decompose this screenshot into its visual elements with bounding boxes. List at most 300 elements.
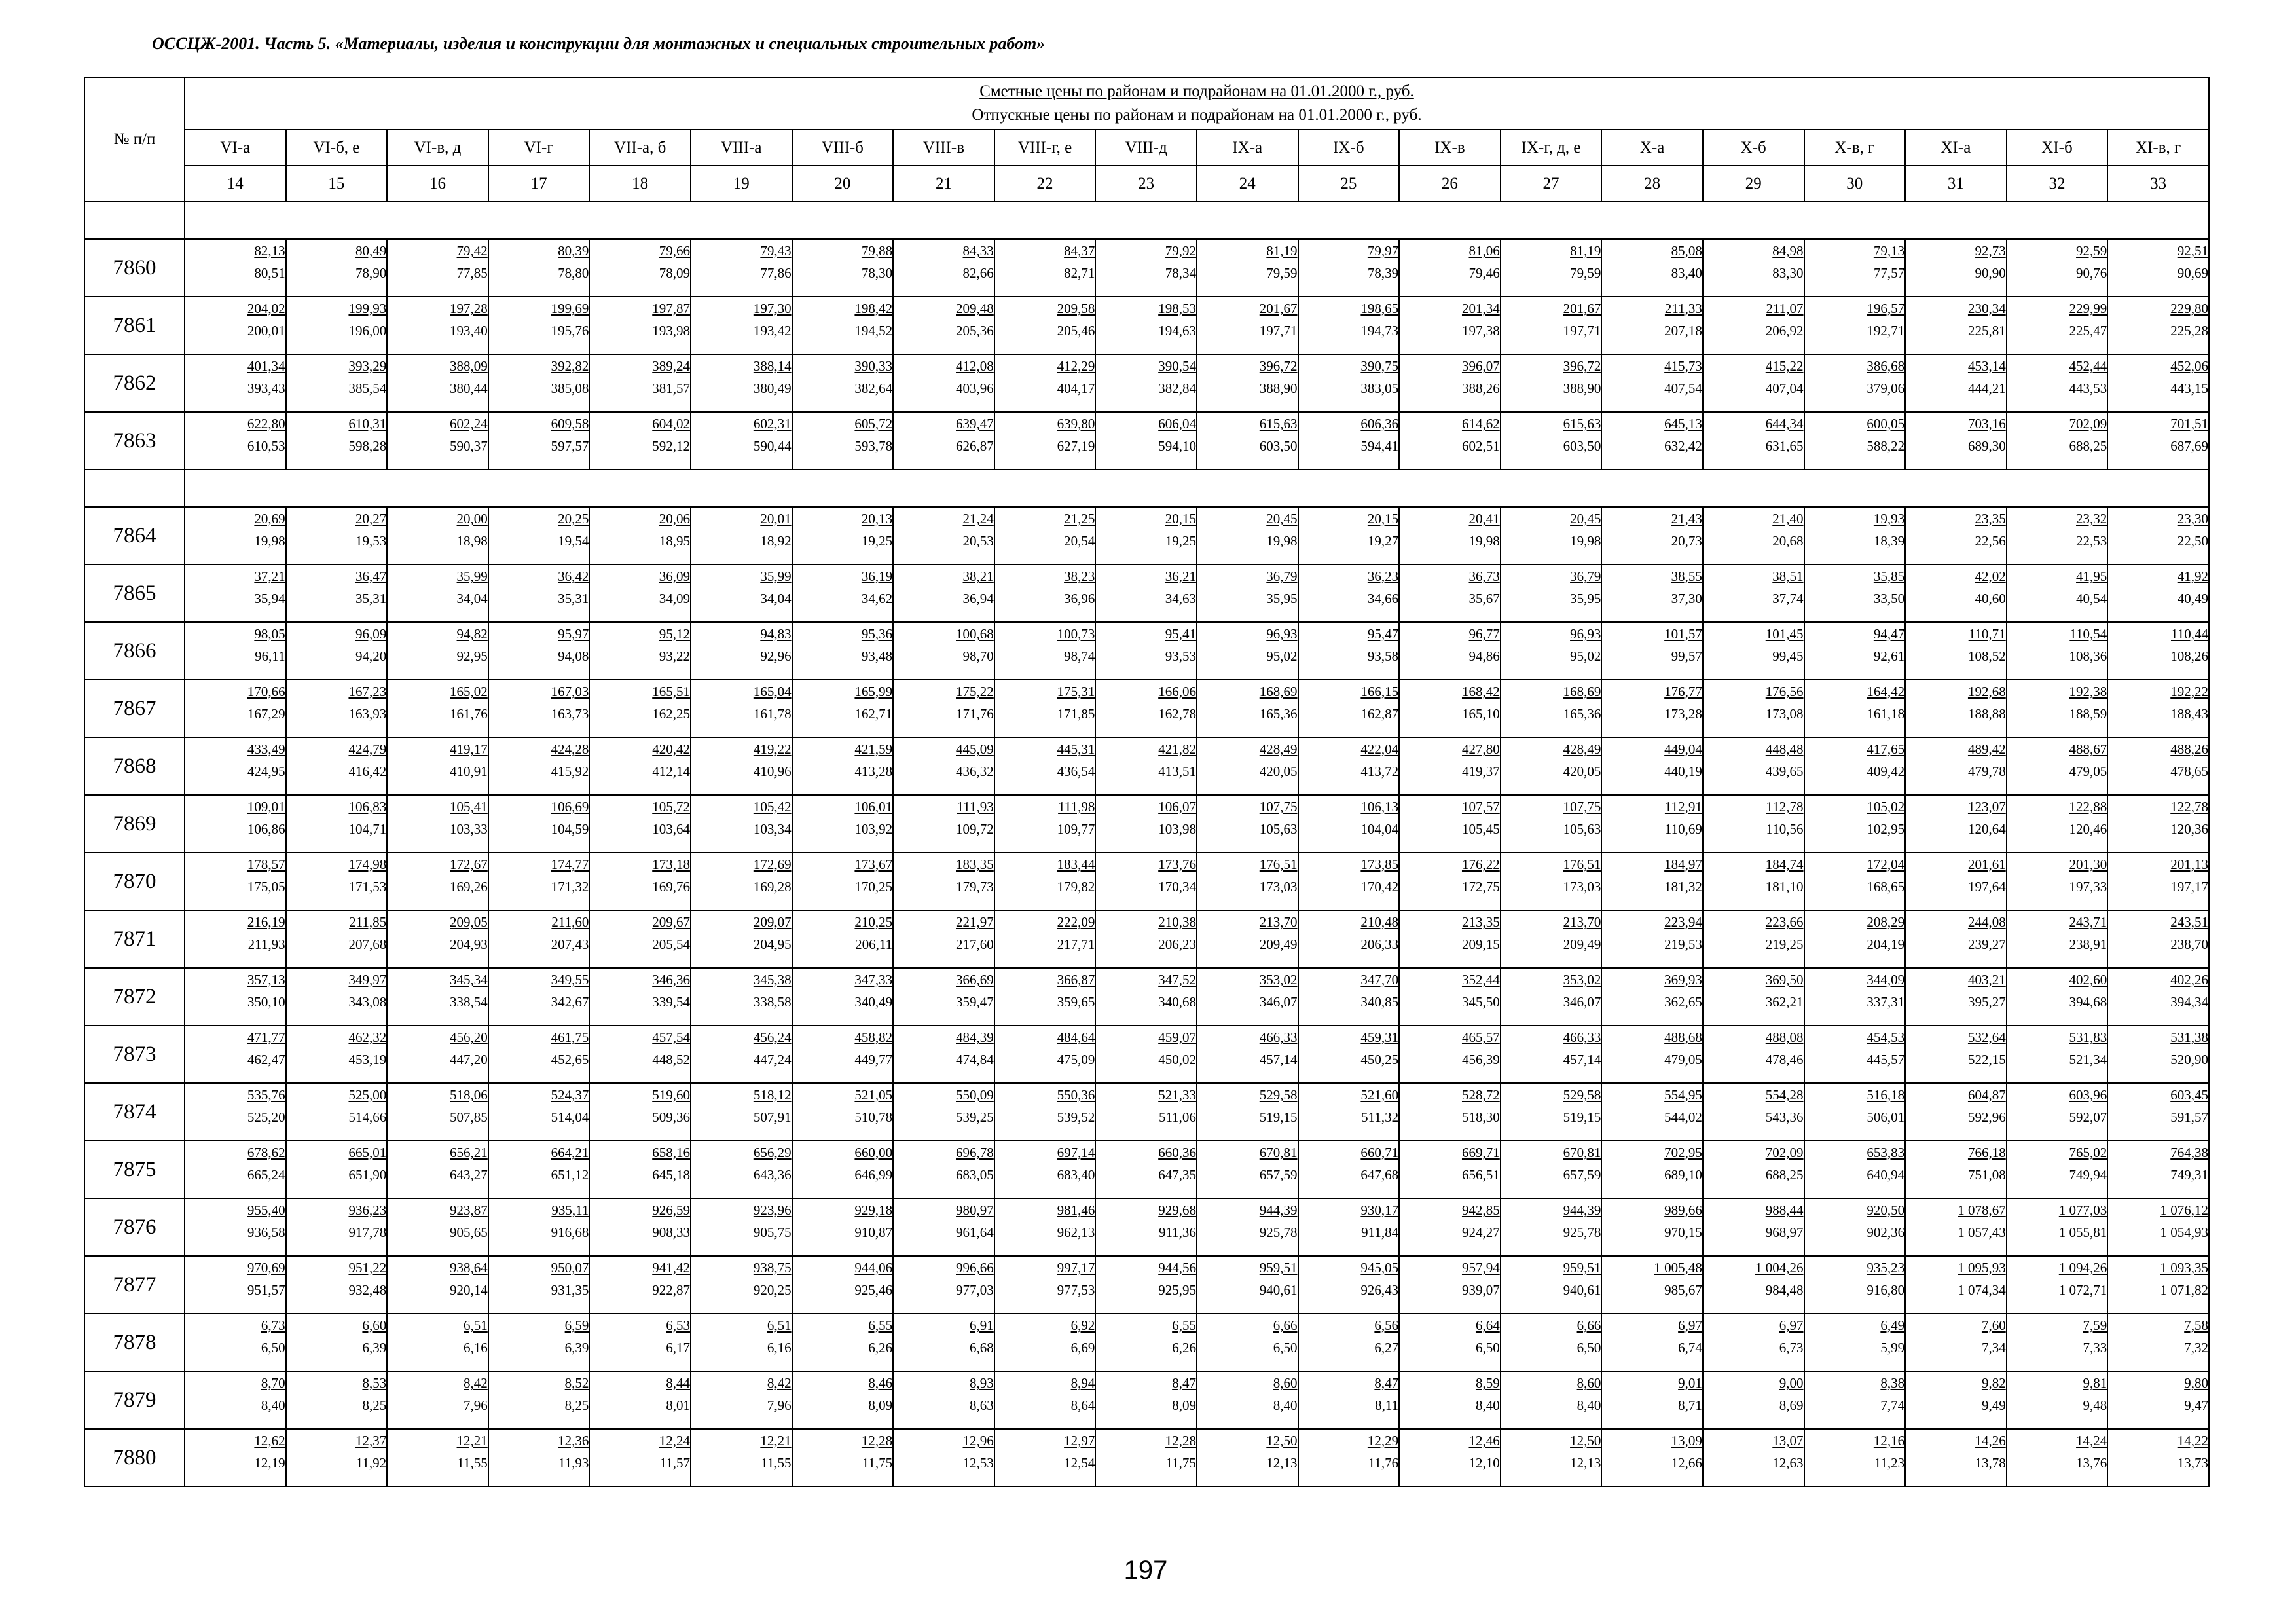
estimated-price: 38,21 [962,568,994,584]
release-price: 79,59 [1266,265,1298,281]
price-cell [893,1256,994,1314]
estimated-price: 344,09 [1867,972,1905,987]
price-cell [1095,564,1197,622]
estimated-price: 346,36 [652,972,690,987]
price-cell [488,239,590,297]
price-cell [2107,354,2209,412]
estimated-price: 201,67 [1259,301,1298,316]
release-price: 388,90 [1563,380,1601,396]
estimated-price: 192,22 [2170,684,2208,699]
release-price: 457,14 [1259,1052,1298,1067]
release-price: 657,59 [1563,1167,1601,1183]
price-cell [185,1314,286,1371]
estimated-price: 550,36 [1057,1087,1095,1103]
price-cell [792,564,894,622]
release-price: 197,38 [1461,323,1500,339]
release-price: 13,78 [1975,1455,2006,1471]
price-cell [1399,1429,1501,1486]
release-price: 167,29 [247,706,285,722]
estimated-price: 106,69 [551,799,589,815]
price-cell [1703,297,1804,354]
estimated-price: 210,38 [1158,914,1196,930]
estimated-price: 170,66 [247,684,285,699]
release-price: 173,08 [1765,706,1804,722]
release-price: 77,57 [1873,265,1905,281]
price-cell [1804,507,1906,564]
release-price: 1 054,93 [2160,1225,2208,1240]
release-price: 413,72 [1360,764,1399,779]
release-price: 179,73 [956,879,994,895]
estimated-price: 445,09 [956,741,994,757]
estimated-price: 8,94 [1070,1375,1095,1391]
price-cell [1905,910,2007,968]
release-price: 444,21 [1967,380,2006,396]
price-cell [2107,1314,2209,1371]
price-cell [589,1025,691,1083]
estimated-price: 21,25 [1064,511,1095,526]
release-price: 188,59 [2069,706,2107,722]
estimated-price: 462,32 [348,1029,387,1045]
estimated-price: 79,13 [1873,243,1905,259]
release-price: 519,15 [1563,1109,1601,1125]
release-price: 592,12 [652,438,690,454]
estimated-price: 396,72 [1259,358,1298,374]
price-cell [2007,1025,2108,1083]
price-cell [286,1198,388,1256]
estimated-price: 935,11 [551,1202,589,1218]
estimated-price: 664,21 [551,1145,589,1160]
release-price: 457,14 [1563,1052,1601,1067]
price-cell [387,564,488,622]
release-price: 200,01 [247,323,285,339]
price-cell [1095,1198,1197,1256]
price-cell [792,1198,894,1256]
estimated-price: 518,12 [753,1087,792,1103]
region-code-header: X-в, г [1804,130,1906,166]
price-cell [1703,968,1804,1025]
price-cell [1197,1256,1298,1314]
estimated-price: 6,55 [1172,1318,1196,1333]
release-price: 20,54 [1064,533,1095,549]
price-cell [2007,910,2108,968]
column-number: 22 [994,166,1096,202]
price-cell [589,239,691,297]
price-cell [1905,507,2007,564]
release-price: 910,87 [854,1225,893,1240]
release-price: 37,30 [1671,591,1702,606]
price-cell [792,737,894,795]
release-price: 592,07 [2069,1109,2107,1125]
price-cell [1095,910,1197,968]
price-cell [792,1429,894,1486]
table-row [84,737,2209,795]
price-cell [1399,1083,1501,1141]
price-cell [893,1025,994,1083]
estimated-price: 38,23 [1064,568,1095,584]
price-cell [286,1314,388,1371]
estimated-price: 213,35 [1461,914,1500,930]
price-cell [893,622,994,680]
column-number: 28 [1601,166,1703,202]
price-cell [691,239,792,297]
price-cell [387,680,488,737]
item-number: 7875 [84,1141,185,1198]
release-price: 8,11 [1375,1397,1399,1413]
price-cell [286,1429,388,1486]
release-price: 194,63 [1158,323,1196,339]
price-cell [1804,297,1906,354]
release-price: 225,81 [1967,323,2006,339]
release-price: 188,88 [1967,706,2006,722]
estimated-price: 352,44 [1461,972,1500,987]
release-price: 80,51 [254,265,285,281]
estimated-price: 123,07 [1967,799,2006,815]
release-price: 195,76 [551,323,589,339]
estimated-price: 243,51 [2170,914,2208,930]
item-number: 7869 [84,795,185,853]
release-price: 103,34 [753,821,792,837]
price-cell [1601,1025,1703,1083]
region-code-header: VIII-д [1095,130,1197,166]
price-cell [387,412,488,470]
release-price: 6,16 [767,1340,792,1356]
estimated-price: 488,26 [2170,741,2208,757]
region-code-header: VIII-а [691,130,792,166]
estimated-price: 452,06 [2170,358,2208,374]
release-price: 518,30 [1461,1109,1500,1125]
estimated-price: 35,85 [1873,568,1905,584]
price-cell [1197,737,1298,795]
price-cell [589,297,691,354]
release-price: 8,09 [868,1397,893,1413]
price-cell [1298,1256,1400,1314]
price-cell [1197,354,1298,412]
table-row [84,412,2209,470]
release-price: 436,32 [956,764,994,779]
estimated-price: 229,99 [2069,301,2107,316]
estimated-price: 213,70 [1563,914,1601,930]
estimated-price: 12,36 [558,1433,589,1449]
estimated-price: 211,33 [1664,301,1702,316]
estimated-price: 988,44 [1765,1202,1804,1218]
release-price: 12,66 [1671,1455,1702,1471]
price-cell [893,564,994,622]
estimated-price: 6,55 [868,1318,893,1333]
release-price: 78,39 [1367,265,1399,281]
release-price: 18,95 [659,533,690,549]
price-cell [387,1256,488,1314]
release-price: 197,17 [2170,879,2208,895]
price-cell [488,910,590,968]
estimated-price: 176,22 [1461,857,1500,872]
price-cell [792,507,894,564]
release-price: 209,49 [1259,936,1298,952]
estimated-price: 79,66 [659,243,690,259]
price-cell [2007,1314,2108,1371]
release-price: 462,47 [247,1052,285,1067]
estimated-price: 92,59 [2076,243,2107,259]
price-cell [589,1371,691,1429]
estimated-price: 14,22 [2177,1433,2208,1449]
estimated-price: 349,97 [348,972,387,987]
release-price: 544,02 [1664,1109,1702,1125]
price-cell [1501,1025,1602,1083]
release-price: 94,86 [1468,648,1500,664]
estimated-price: 417,65 [1867,741,1905,757]
estimated-price: 484,64 [1057,1029,1095,1045]
estimated-price: 199,93 [348,301,387,316]
release-price: 90,90 [1975,265,2006,281]
price-cell [2007,968,2108,1025]
price-cell [1703,795,1804,853]
price-cell [1804,737,1906,795]
release-price: 404,17 [1057,380,1095,396]
estimated-price: 660,71 [1360,1145,1399,1160]
estimated-price: 8,59 [1475,1375,1500,1391]
price-cell [1905,622,2007,680]
estimated-price: 6,53 [666,1318,690,1333]
release-price: 36,96 [1064,591,1095,606]
release-price: 383,05 [1360,380,1399,396]
column-number: 23 [1095,166,1197,202]
estimated-price: 105,41 [450,799,488,815]
estimated-price: 198,65 [1360,301,1399,316]
price-cell [387,1429,488,1486]
release-price: 120,36 [2170,821,2208,837]
estimated-price: 38,51 [1772,568,1804,584]
release-price: 8,71 [1678,1397,1702,1413]
release-price: 413,51 [1158,764,1196,779]
release-price: 925,78 [1259,1225,1298,1240]
estimated-price: 213,70 [1259,914,1298,930]
price-cell [2007,1429,2108,1486]
release-price: 173,03 [1563,879,1601,895]
price-cell [1905,737,2007,795]
column-number: 25 [1298,166,1400,202]
release-price: 181,10 [1765,879,1804,895]
estimated-price: 36,19 [861,568,893,584]
price-cell [1703,1314,1804,1371]
release-price: 99,45 [1772,648,1804,664]
estimated-price: 80,49 [355,243,387,259]
price-cell [1095,795,1197,853]
estimated-price: 105,02 [1867,799,1905,815]
price-cell [1095,1083,1197,1141]
price-cell [1804,1314,1906,1371]
price-cell [1399,1314,1501,1371]
release-price: 11,55 [761,1455,792,1471]
release-price: 98,70 [962,648,994,664]
release-price: 603,50 [1259,438,1298,454]
price-cell [994,564,1096,622]
release-price: 105,45 [1461,821,1500,837]
release-price: 12,54 [1064,1455,1095,1471]
release-price: 22,50 [2177,533,2208,549]
price-cell [792,1141,894,1198]
price-cell [1501,680,1602,737]
separator-cell [185,202,2209,239]
price-cell [1501,1429,1602,1486]
estimated-price: 96,77 [1468,626,1500,642]
release-price: 602,51 [1461,438,1500,454]
release-price: 40,60 [1975,591,2006,606]
release-price: 12,63 [1772,1455,1804,1471]
estimated-price: 471,77 [247,1029,285,1045]
release-price: 196,00 [348,323,387,339]
item-number: 7865 [84,564,185,622]
price-cell [1095,622,1197,680]
price-cell [1501,1141,1602,1198]
release-price: 632,42 [1664,438,1702,454]
estimated-price: 42,02 [1975,568,2006,584]
region-code-header: IX-б [1298,130,1400,166]
estimated-price: 393,29 [348,358,387,374]
release-price: 19,25 [861,533,893,549]
column-number: 19 [691,166,792,202]
price-cell [1197,1141,1298,1198]
estimated-price: 970,69 [247,1260,285,1276]
release-price: 98,74 [1064,648,1095,664]
release-price: 916,80 [1867,1282,1905,1298]
release-price: 920,14 [450,1282,488,1298]
release-price: 204,93 [450,936,488,952]
price-cell [893,910,994,968]
price-cell [994,297,1096,354]
release-price: 105,63 [1563,821,1601,837]
price-cell [185,1198,286,1256]
price-cell [1095,680,1197,737]
release-price: 205,54 [652,936,690,952]
release-price: 36,94 [962,591,994,606]
release-price: 385,08 [551,380,589,396]
release-price: 18,98 [456,533,488,549]
release-price: 34,04 [456,591,488,606]
price-cell [1298,622,1400,680]
price-cell [1298,1025,1400,1083]
release-price: 104,71 [348,821,387,837]
release-price: 511,06 [1158,1109,1196,1125]
table-row [84,1141,2209,1198]
release-price: 165,10 [1461,706,1500,722]
estimated-price: 658,16 [652,1145,690,1160]
estimated-price: 996,66 [956,1260,994,1276]
release-price: 337,31 [1867,994,1905,1010]
price-cell [1601,1256,1703,1314]
price-cell [1601,1371,1703,1429]
price-cell [1298,737,1400,795]
estimated-price: 554,28 [1765,1087,1804,1103]
estimated-price: 79,42 [456,243,488,259]
document-header: ОССЦЖ-2001. Часть 5. «Материалы, изделия и конструкции для монтажных и специальных строительных работ» [152,34,1046,53]
release-price: 172,75 [1461,879,1500,895]
price-cell [2007,737,2108,795]
release-price: 689,30 [1967,438,2006,454]
price-cell [488,354,590,412]
release-price: 22,53 [2076,533,2107,549]
region-code-header: XI-а [1905,130,2007,166]
release-price: 79,46 [1468,265,1500,281]
release-price: 99,57 [1671,648,1702,664]
estimated-price: 419,17 [450,741,488,757]
price-cell [1197,1314,1298,1371]
release-price: 6,50 [1273,1340,1298,1356]
item-number: 7871 [84,910,185,968]
price-cell [1804,968,1906,1025]
release-price: 181,32 [1664,879,1702,895]
release-price: 359,47 [956,994,994,1010]
estimated-price: 465,57 [1461,1029,1500,1045]
estimated-price: 172,69 [753,857,792,872]
estimated-price: 176,51 [1259,857,1298,872]
estimated-price: 23,30 [2177,511,2208,526]
release-price: 340,68 [1158,994,1196,1010]
price-cell [1298,1083,1400,1141]
release-price: 382,64 [854,380,893,396]
estimated-price: 84,98 [1772,243,1804,259]
price-cell [1298,564,1400,622]
release-price: 120,64 [1967,821,2006,837]
estimated-price: 36,21 [1165,568,1196,584]
release-price: 939,07 [1461,1282,1500,1298]
release-price: 388,90 [1259,380,1298,396]
price-cell [589,680,691,737]
price-cell [2107,1429,2209,1486]
release-price: 108,52 [1967,648,2006,664]
estimated-price: 35,99 [456,568,488,584]
price-cell [1804,412,1906,470]
price-cell [2007,795,2108,853]
release-price: 19,98 [1468,533,1500,549]
release-price: 170,42 [1360,879,1399,895]
estimated-price: 454,53 [1867,1029,1905,1045]
release-price: 206,33 [1360,936,1399,952]
price-cell [387,622,488,680]
release-price: 603,50 [1563,438,1601,454]
region-code-header: X-б [1703,130,1804,166]
release-price: 8,40 [1576,1397,1601,1413]
release-price: 350,10 [247,994,285,1010]
release-price: 627,19 [1057,438,1095,454]
price-cell [589,507,691,564]
price-cell [1197,910,1298,968]
release-price: 217,60 [956,936,994,952]
price-cell [1703,622,1804,680]
release-price: 448,52 [652,1052,690,1067]
release-price: 104,04 [1360,821,1399,837]
price-cell [1197,564,1298,622]
estimated-price: 1 076,12 [2160,1202,2208,1218]
price-cell [792,1371,894,1429]
price-cell [1501,412,1602,470]
estimated-price: 20,01 [760,511,792,526]
price-cell [1601,1429,1703,1486]
price-cell [589,968,691,1025]
release-price: 385,54 [348,380,387,396]
price-cell [2007,354,2108,412]
estimated-price: 605,72 [854,416,893,432]
release-price: 37,74 [1772,591,1804,606]
release-price: 626,87 [956,438,994,454]
release-price: 34,63 [1165,591,1196,606]
price-cell [1601,239,1703,297]
release-price: 6,39 [362,1340,387,1356]
price-cell [1298,507,1400,564]
estimated-price: 357,13 [247,972,285,987]
release-price: 35,94 [254,591,285,606]
price-cell [1197,1083,1298,1141]
price-cell [1298,680,1400,737]
estimated-price: 701,51 [2170,416,2208,432]
